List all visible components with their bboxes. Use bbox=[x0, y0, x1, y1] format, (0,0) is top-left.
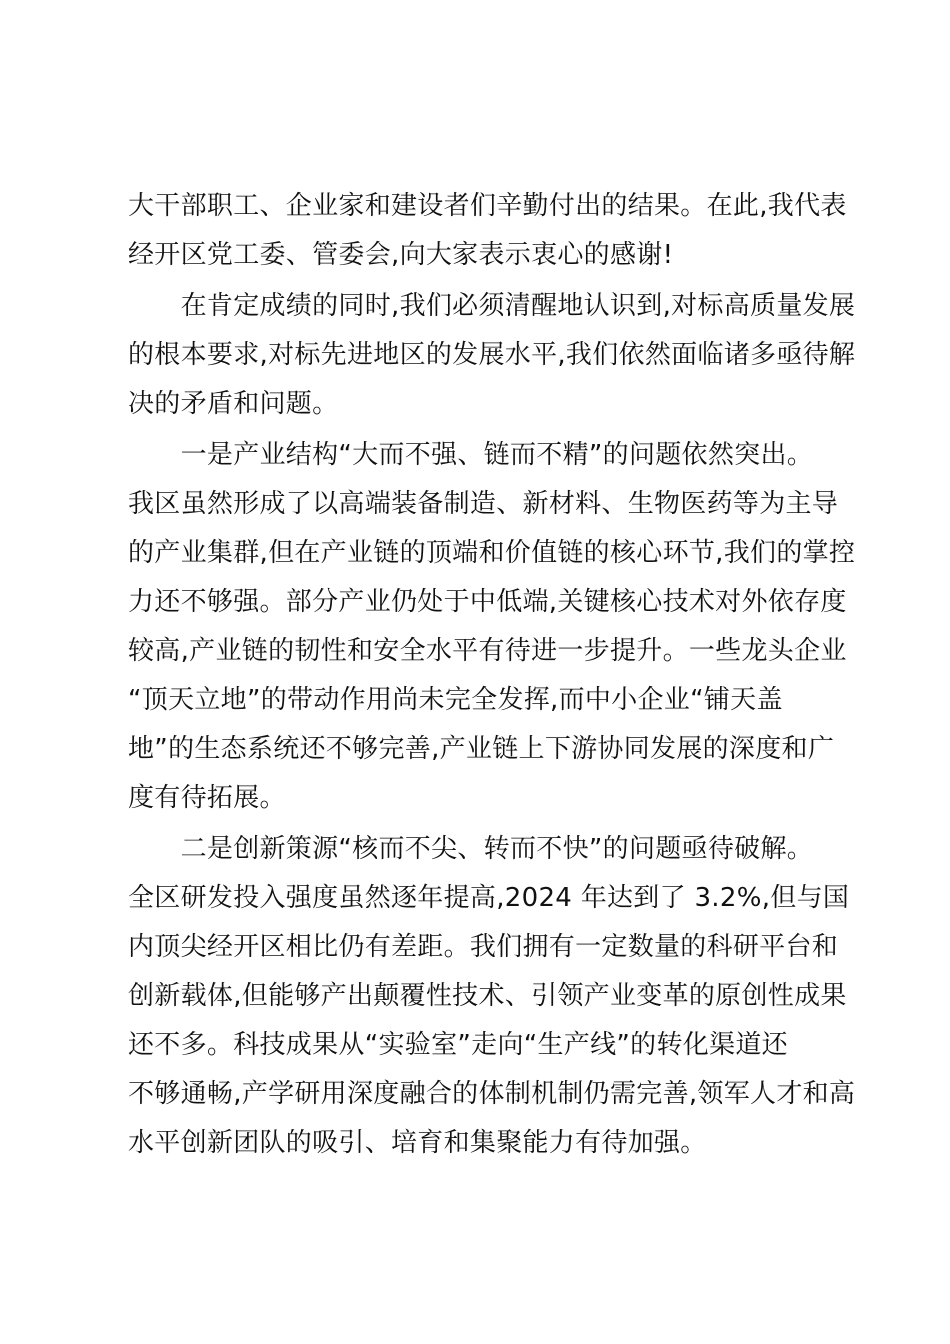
paragraph-start-line: 二是创新策源“核而不尖、转而不快”的问题亟待破解。 bbox=[128, 834, 814, 864]
text-line: 度有待拓展。 bbox=[128, 783, 286, 813]
text-line: 地”的生态系统还不够完善,产业链上下游协同发展的深度和广 bbox=[128, 734, 835, 764]
document-body bbox=[128, 182, 856, 1168]
paragraph-start-line: 在肯定成绩的同时,我们必须清醒地认识到,对标高质量发展 bbox=[128, 291, 856, 321]
text-line: 不够通畅,产学研用深度融合的体制机制仍需完善,领军人才和高 bbox=[128, 1079, 856, 1109]
text-line: 我区虽然形成了以高端装备制造、新材料、生物医药等为主导 bbox=[128, 489, 839, 519]
text-line: 较高,产业链的韧性和安全水平有待进一步提升。一些龙头企业 bbox=[128, 636, 847, 666]
text-line: “顶天立地”的带动作用尚未完全发挥,而中小企业“铺天盖 bbox=[128, 685, 783, 715]
text-line: 全区研发投入强度虽然逐年提高,2024 年达到了 3.2%,但与国 bbox=[128, 883, 850, 913]
text-line: 经开区党工委、管委会,向大家表示衷心的感谢! bbox=[128, 240, 674, 270]
text-line: 力还不够强。部分产业仍处于中低端,关键核心技术对外依存度 bbox=[128, 587, 847, 617]
text-line: 的根本要求,对标先进地区的发展水平,我们依然面临诸多亟待解 bbox=[128, 340, 856, 370]
paragraph-start-line: 一是产业结构“大而不强、链而不精”的问题依然突出。 bbox=[128, 440, 814, 470]
text-line: 大干部职工、企业家和建设者们辛勤付出的结果。在此,我代表 bbox=[128, 191, 847, 221]
text-line: 决的矛盾和问题。 bbox=[128, 389, 339, 419]
text-line: 创新载体,但能够产出颠覆性技术、引领产业变革的原创性成果 bbox=[128, 981, 847, 1011]
text-line: 的产业集群,但在产业链的顶端和价值链的核心环节,我们的掌控 bbox=[128, 538, 856, 568]
text-line: 还不多。科技成果从“实验室”走向“生产线”的转化渠道还 bbox=[128, 1030, 788, 1060]
text-line: 内顶尖经开区相比仍有差距。我们拥有一定数量的科研平台和 bbox=[128, 932, 839, 962]
text-line: 水平创新团队的吸引、培育和集聚能力有待加强。 bbox=[128, 1128, 707, 1158]
